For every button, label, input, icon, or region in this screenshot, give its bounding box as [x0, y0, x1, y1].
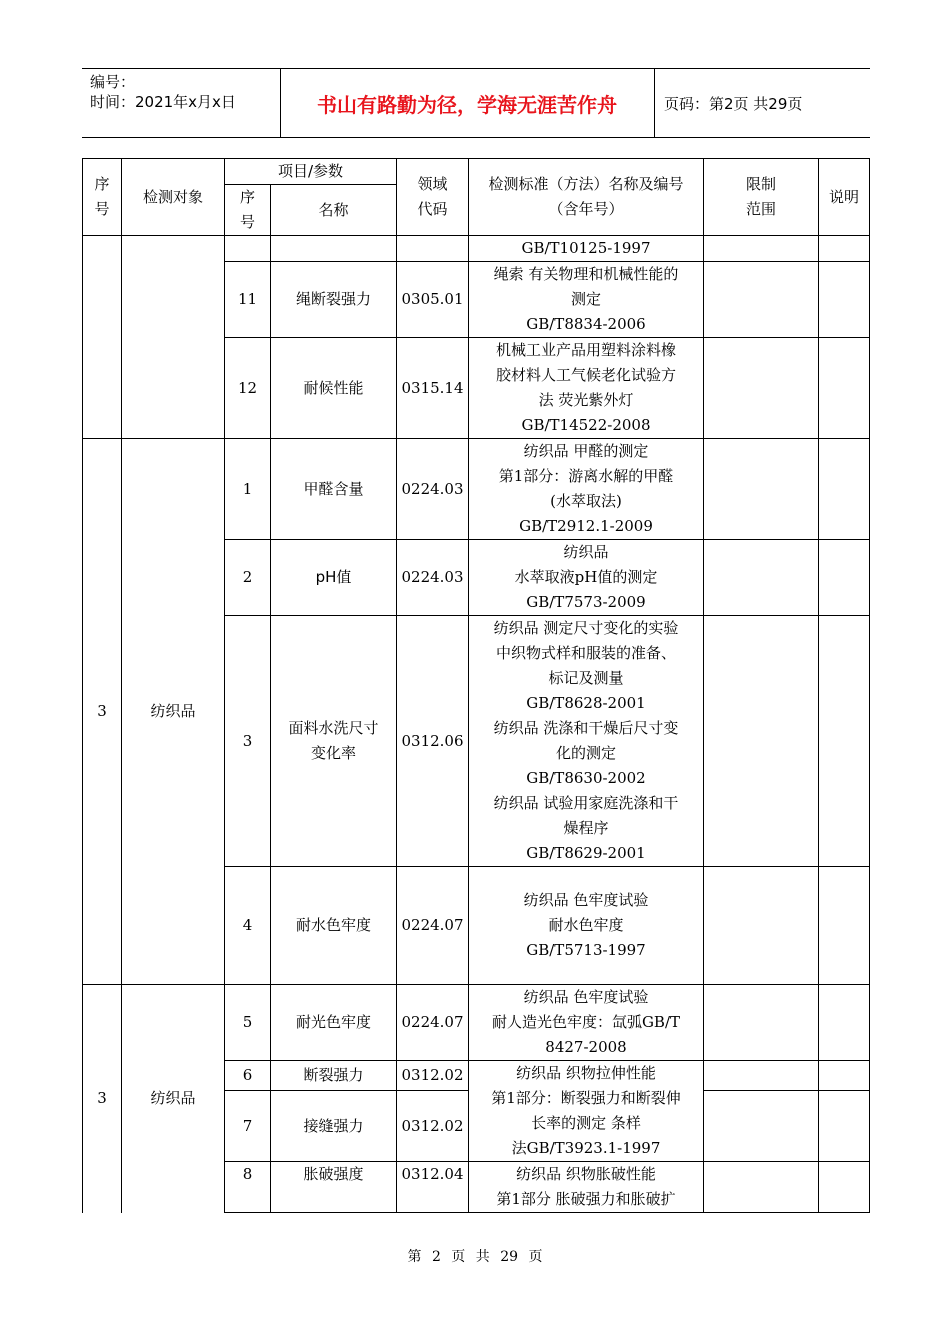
- item-seq: 5: [225, 985, 271, 1061]
- field-code: 0224.03: [397, 439, 469, 540]
- standard-cell: 纺织品 测定尺寸变化的实验 中织物式样和服装的准备、 标记及测量 GB/T8628-2001 纺织品 洗涤和干燥后尺寸变 化的测定 GB/T8630-2002 纺织品 试验用家庭洗涤和干 燥程序 GB/T8629-2001: [469, 616, 704, 867]
- note-cell: [819, 540, 870, 616]
- header-meta: [82, 69, 281, 137]
- standard-cell: 纺织品 色牢度试验 耐水色牢度 GB/T5713-1997: [469, 867, 704, 985]
- col-header-item-seq: 序号: [225, 185, 271, 236]
- page-footer: 第 2 页 共 29 页: [407, 1249, 543, 1265]
- limit-cell: [704, 1061, 819, 1091]
- item-name: 绳断裂强力: [271, 262, 397, 338]
- item-name: pH值: [271, 540, 397, 616]
- table-row: [83, 439, 870, 540]
- field-code: 0315.14: [397, 338, 469, 439]
- standard-cell: 纺织品 甲醛的测定 第1部分：游离水解的甲醛 (水萃取法) GB/T2912.1-2009: [469, 439, 704, 540]
- field-code: 0224.07: [397, 867, 469, 985]
- item-name: 耐候性能: [271, 338, 397, 439]
- item-seq: 8: [225, 1162, 271, 1213]
- doc-time-label: 时间：2021年x月x日: [90, 93, 236, 111]
- col-header-field-code: 领域代码: [397, 159, 469, 236]
- note-cell: [819, 1162, 870, 1213]
- note-cell: [819, 1091, 870, 1162]
- item-name: 面料水洗尺寸变化率: [271, 616, 397, 867]
- field-code: 0224.07: [397, 985, 469, 1061]
- note-cell: [819, 1061, 870, 1091]
- limit-cell: [704, 1091, 819, 1162]
- field-code: [397, 236, 469, 262]
- item-seq: 4: [225, 867, 271, 985]
- note-cell: [819, 439, 870, 540]
- item-seq: 7: [225, 1091, 271, 1162]
- inspection-standards-table: [82, 158, 870, 1213]
- standard-cell: GB/T10125-1997: [469, 236, 704, 262]
- field-code: 0305.01: [397, 262, 469, 338]
- item-name: 接缝强力: [271, 1091, 397, 1162]
- item-name: 胀破强度: [271, 1162, 397, 1213]
- field-code: 0224.03: [397, 540, 469, 616]
- note-cell: [819, 262, 870, 338]
- item-seq: 1: [225, 439, 271, 540]
- item-seq: 12: [225, 338, 271, 439]
- standard-cell: 机械工业产品用塑料涂料橡 胶材料人工气候老化试验方 法 荧光紫外灯 GB/T14522-2008: [469, 338, 704, 439]
- col-header-item-name: 名称: [271, 185, 397, 236]
- item-name: 耐水色牢度: [271, 867, 397, 985]
- note-cell: [819, 616, 870, 867]
- col-header-seq: 序号: [83, 159, 122, 236]
- item-name: 甲醛含量: [271, 439, 397, 540]
- group-seq: [83, 236, 122, 439]
- table-row: [83, 985, 870, 1061]
- page-header: [82, 68, 870, 138]
- limit-cell: [704, 540, 819, 616]
- item-seq: 11: [225, 262, 271, 338]
- group-seq: 3: [83, 985, 122, 1213]
- field-code: 0312.02: [397, 1091, 469, 1162]
- limit-cell: [704, 338, 819, 439]
- col-header-note: 说明: [819, 159, 870, 236]
- field-code: 0312.04: [397, 1162, 469, 1213]
- table-header-row: [83, 159, 870, 185]
- group-object: 纺织品: [122, 985, 225, 1213]
- limit-cell: [704, 867, 819, 985]
- item-seq: [225, 236, 271, 262]
- limit-cell: [704, 236, 819, 262]
- col-header-standard: 检测标准（方法）名称及编号（含年号）: [469, 159, 704, 236]
- standard-cell: 绳索 有关物理和机械性能的 测定 GB/T8834-2006: [469, 262, 704, 338]
- doc-code-label: 编号：: [90, 73, 136, 91]
- header-motto: 书山有路勤为径，学海无涯苦作舟: [280, 69, 655, 137]
- note-cell: [819, 338, 870, 439]
- limit-cell: [704, 1162, 819, 1213]
- limit-cell: [704, 985, 819, 1061]
- item-name: [271, 236, 397, 262]
- standard-cell: 纺织品 织物拉伸性能 第1部分：断裂强力和断裂伸 长率的测定 条样 法GB/T3923.1-1997: [469, 1061, 704, 1162]
- standard-cell: 纺织品 水萃取液pH值的测定 GB/T7573-2009: [469, 540, 704, 616]
- standard-cell: 纺织品 织物胀破性能 第1部分 胀破强力和胀破扩: [469, 1162, 704, 1213]
- note-cell: [819, 985, 870, 1061]
- note-cell: [819, 867, 870, 985]
- field-code: 0312.02: [397, 1061, 469, 1091]
- item-seq: 2: [225, 540, 271, 616]
- col-header-limit: 限制范围: [704, 159, 819, 236]
- item-name: 断裂强力: [271, 1061, 397, 1091]
- table-row: [83, 236, 870, 262]
- group-seq: 3: [83, 439, 122, 985]
- group-object: 纺织品: [122, 439, 225, 985]
- field-code: 0312.06: [397, 616, 469, 867]
- col-header-object: 检测对象: [122, 159, 225, 236]
- col-header-item-group: 项目/参数: [225, 159, 397, 185]
- note-cell: [819, 236, 870, 262]
- item-seq: 6: [225, 1061, 271, 1091]
- item-name: 耐光色牢度: [271, 985, 397, 1061]
- header-page-number: 页码：第2页 共29页: [664, 95, 803, 113]
- limit-cell: [704, 616, 819, 867]
- item-seq: 3: [225, 616, 271, 867]
- standard-cell: 纺织品 色牢度试验 耐人造光色牢度：氙弧GB/T 8427-2008: [469, 985, 704, 1061]
- limit-cell: [704, 262, 819, 338]
- limit-cell: [704, 439, 819, 540]
- group-object: [122, 236, 225, 439]
